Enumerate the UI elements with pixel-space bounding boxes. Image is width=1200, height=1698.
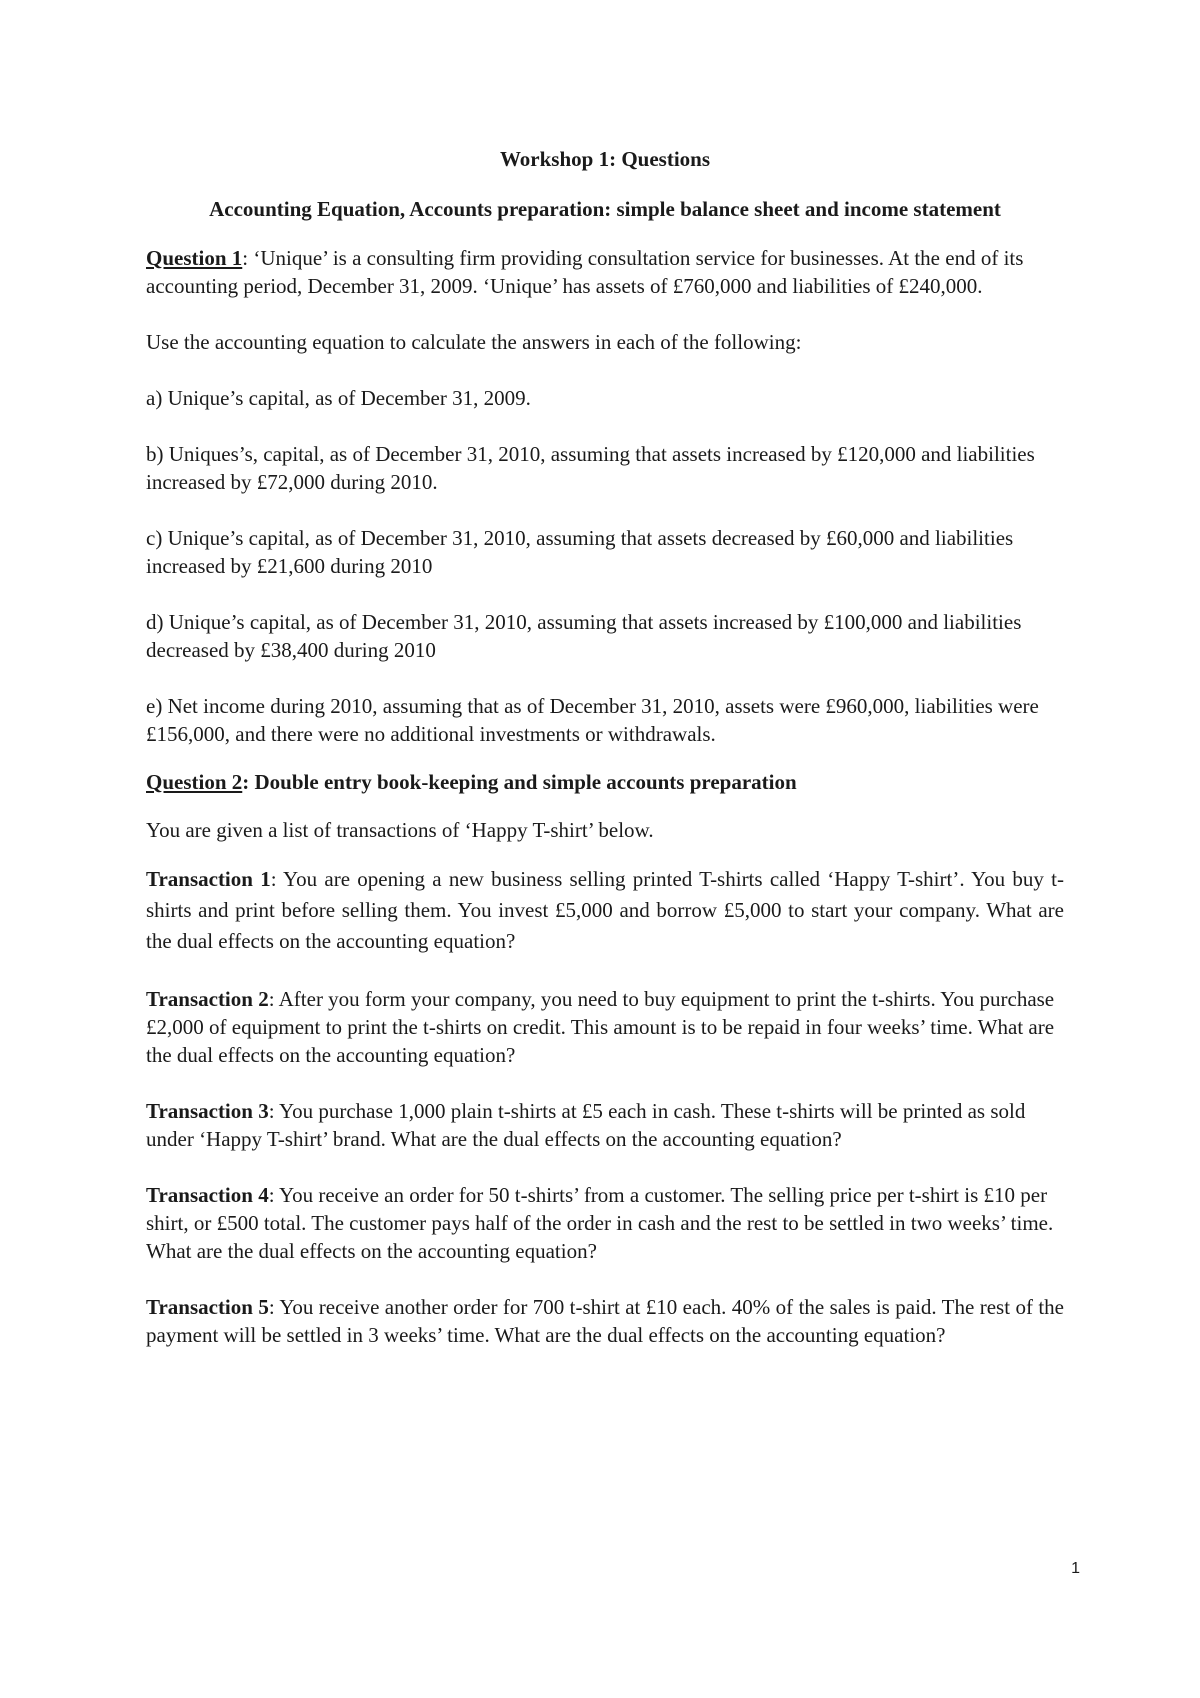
question-1-label: Question 1 [146,246,243,270]
transaction-2-text: : After you form your company, you need to buy equipment to print the t-shirts. You purchase £2,000 of equipment to print the t-shirts on credit. This amount is to be repaid in four weeks’ time. What are the dual effects on the accounting equation? [146,987,1055,1067]
question-2-label: Question 2 [146,770,243,794]
question-1-part-a: a) Unique’s capital, as of December 31, 2009. [146,386,531,410]
transaction-1-label: Transaction 1 [146,867,271,891]
question-1-part-c: c) Unique’s capital, as of December 31, 2010, assuming that assets decreased by £60,000 and liabilities increased by £21,600 during 2010 [146,526,1014,578]
transaction-1-text: : You are opening a new business selling printed T-shirts called ‘Happy T-shirt’. You buy t-shirts and print before selling them. You invest £5,000 and borrow £5,000 to start your company. What are the dual effects on the accounting equation? [146,867,1065,953]
transaction-4 [146,1181,1064,1265]
question-1-part-e: e) Net income during 2010, assuming that as of December 31, 2010, assets were £960,000, liabilities were £156,000, and there were no additional investments or withdrawals. [146,694,1039,746]
question-1-instruction: Use the accounting equation to calculate the answers in each of the following: [146,330,802,354]
page-subtitle: Accounting Equation, Accounts preparation: simple balance sheet and income statement [209,197,1001,221]
transaction-4-text: : You receive an order for 50 t-shirts’ from a customer. The selling price per t-shirt is £10 per shirt, or £500 total. The customer pays half of the order in cash and the rest to be settled in two weeks’ time. What are the dual effects on the accounting equation? [146,1183,1054,1263]
transaction-2-label: Transaction 2 [146,987,269,1011]
question-1-part-d: d) Unique’s capital, as of December 31, 2010, assuming that assets increased by £100,000 and liabilities decreased by £38,400 during 2010 [146,610,1022,662]
transaction-5-text: : You receive another order for 700 t-shirt at £10 each. 40% of the sales is paid. The rest of the payment will be settled in 3 weeks’ time. What are the dual effects on the accounting equation? [146,1295,1065,1347]
transaction-5 [146,1293,1064,1349]
question-1-intro-text: : ‘Unique’ is a consulting firm providing consultation service for businesses. At the end of its accounting period, December 31, 2009. ‘Unique’ has assets of £760,000 and liabilities of £240,000. [146,246,1024,298]
question-1-intro [146,244,1064,300]
transaction-3 [146,1097,1064,1153]
page-number: 1 [1071,1560,1080,1577]
question-2-intro: You are given a list of transactions of ‘Happy T-shirt’ below. [146,818,654,842]
transaction-5-label: Transaction 5 [146,1295,269,1319]
question-2-heading-text: : Double entry book-keeping and simple accounts preparation [242,770,797,794]
question-2-heading [146,768,1064,796]
transaction-3-text: : You purchase 1,000 plain t-shirts at £5 each in cash. These t-shirts will be printed as sold under ‘Happy T-shirt’ brand. What are the dual effects on the accounting equation? [146,1099,1026,1151]
transaction-4-label: Transaction 4 [146,1183,269,1207]
page-title: Workshop 1: Questions [499,147,711,171]
question-1-part-b: b) Uniques’s, capital, as of December 31, 2010, assuming that assets increased by £120,000 and liabilities increased by £72,000 during 2010. [146,442,1035,494]
transaction-3-label: Transaction 3 [146,1099,269,1123]
transaction-2 [146,985,1064,1069]
transaction-1 [146,864,1064,957]
